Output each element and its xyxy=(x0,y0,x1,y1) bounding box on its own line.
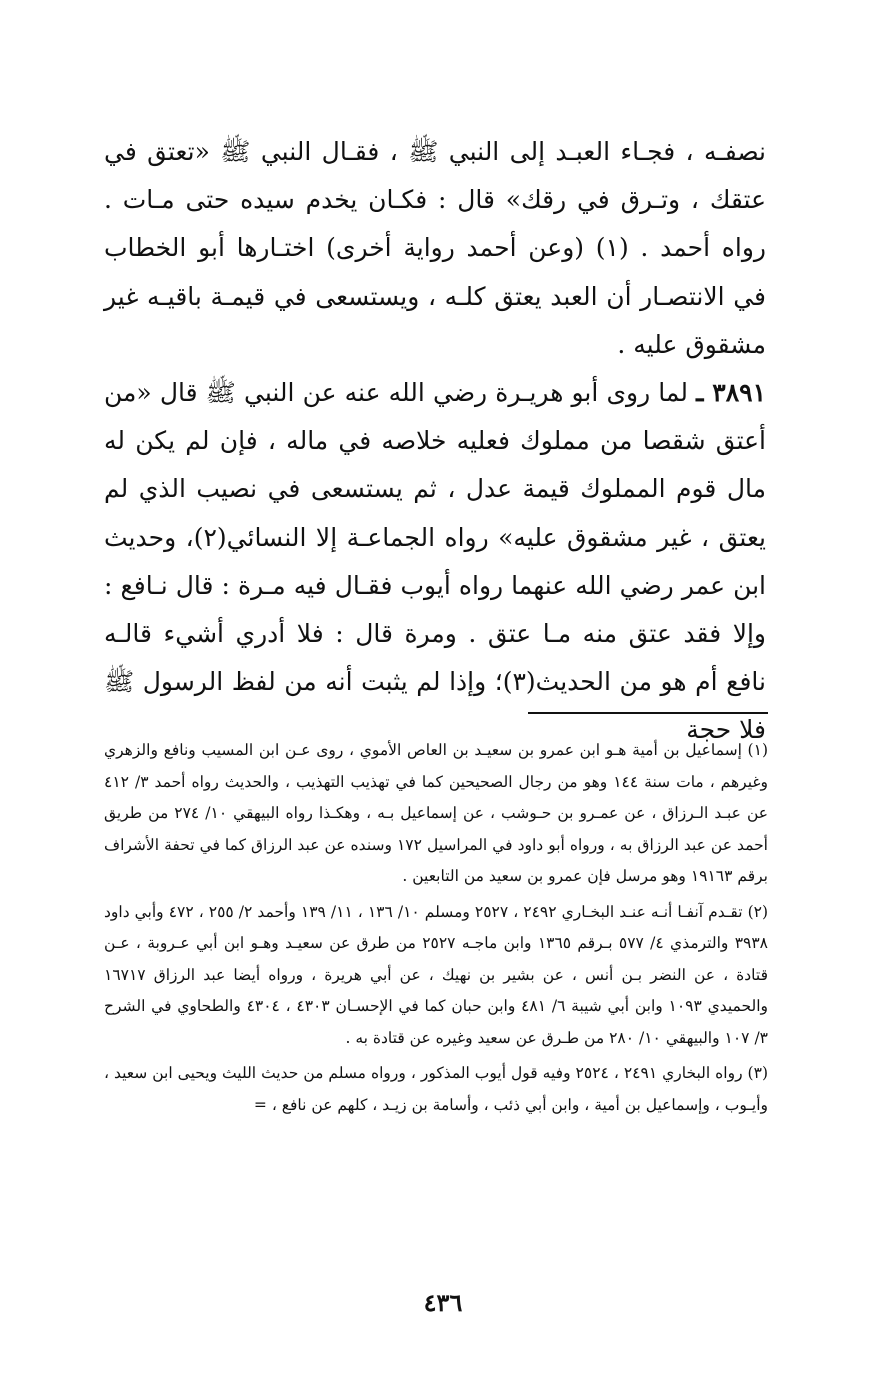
footnote-1: (١) إسماعيل بن أمية هـو ابن عمرو بن سعيـد بن العاص الأموي ، روى عـن ابن المسيب ونافع والزهري وغيرهم ، مات سنة ١٤٤ وهو من رجال الصحيحين كما في تهذيب التهذيب ، والحديث رواه أحمد ٣/ ٤١٢ عن عبـد الـرزاق ، عن عمـرو بن حـوشب ، عن إسماعيل بـه ، وهكـذا رواه البيهقي ١٠/ ٢٧٤ من طريق أحمد عن عبد الرزاق به ، ورواه أبو داود في المراسيل ١٧٢ وسنده عن عبد الرزاق كما في تحفة الأشراف برقم ١٩١٦٣ وهو مرسل فإن عمرو بن سعيد من التابعين . xyxy=(104,741,768,885)
footnote-2: (٢) تقـدم آنفـا أنـه عنـد البخـاري ٢٤٩٢ ، ٢٥٢٧ ومسلم ١٠/ ١٣٦ ، ١١/ ١٣٩ وأحمد ٢/ ٢٥٥ ، ٤٧٢ وأبي داود ٣٩٣٨ والترمذي ٤/ ٥٧٧ بـرقم ١٣٦٥ وابن ماجـه ٢٥٢٧ من طرق عن سعيـد وهـو ابن أبي عـروبة ، عـن قتادة ، عن النضر بـن أنس ، عن بشير بن نهيك ، عن أبي هريرة ، ورواه أيضا عبد الرزاق ١٦٧١٧ والحميدي ١٠٩٣ وابن أبي شيبة ٦/ ٤٨١ وابن حبان كما في الإحسـان ٤٣٠٣ ، ٤٣٠٤ والطحاوي في الشرح ٣/ ١٠٧ والبيهقي ١٠/ ٢٨٠ من طـرق عن سعيد وغيره عن قتادة به . xyxy=(104,902,769,1047)
paragraph-2 xyxy=(104,369,766,755)
paragraph-2-text: لما روى أبو هريـرة رضي الله عنه عن النبي ﷺ قال «من أعتق شقصا من مملوك فعليه خلاصه في ماله ، فإن لم يكن له مال قوم المملوك قيمة عدل ، ثم يستسعى في نصيب الذي لم يعتق ، غير مشقوق عليه» رواه الجماعـة إلا النسائي(٢)، وحديث ابن عمر رضي الله عنهما رواه أيوب فقـال فيه مـرة : قال نـافع : وإلا فقد عتق منه مـا عتق . ومرة قال : فلا أدري أشيء قالـه نافع أم هو من الحديث(٣)؛ وإذا لم يثبت أنه من لفظ الرسول ﷺ فلا حجة xyxy=(104,378,766,745)
page-number: ٤٣٦ xyxy=(423,1288,463,1317)
footnote-separator xyxy=(528,712,768,714)
main-text xyxy=(104,128,766,755)
footnotes xyxy=(104,735,768,1125)
paragraph-1: نصفـه ، فجـاء العبـد إلى النبي ﷺ ، فقـال النبي ﷺ «تعتق في عتقك ، وتـرق في رقك» قال : فكـان يخدم سيده حتى مـات . رواه أحمد . (١) (وعن أحمد رواية أخرى) اختـارها أبو الخطاب في الانتصـار أن العبد يعتق كلـه ، ويستسعى في قيمـة باقيـه غير مشقوق عليه . xyxy=(104,137,766,359)
paragraph-number: ٣٨٩١ ـ xyxy=(696,378,767,408)
footnote-3: (٣) رواه البخاري ٢٤٩١ ، ٢٥٢٤ وفيه قول أيوب المذكور ، ورواه مسلم من حديث الليث ويحيى ابن سعيد ، وأيـوب ، وإسماعيل بن أمية ، وابن أبي ذئب ، وأسامة بن زيـد ، كلهم عن نافع ، = xyxy=(104,1064,768,1114)
